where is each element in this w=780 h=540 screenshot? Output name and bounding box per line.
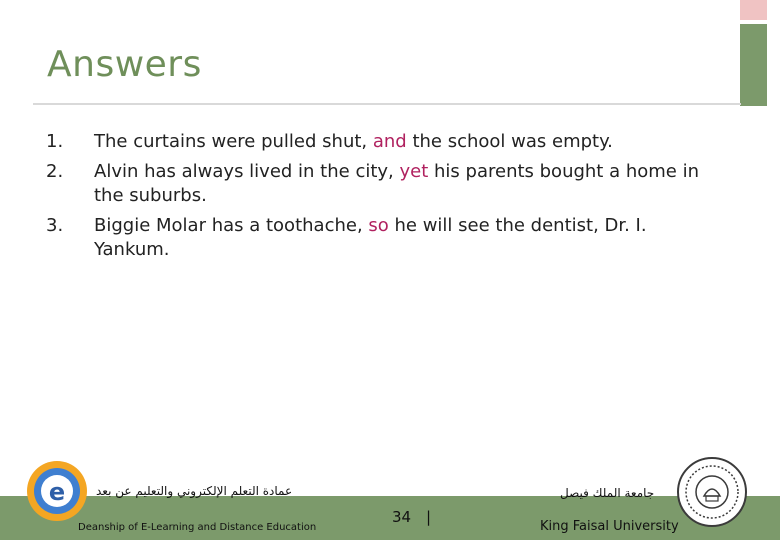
list-item (46, 214, 726, 262)
slide-title: Answers (47, 44, 202, 85)
item-text-after: the school was empty. (406, 131, 613, 152)
item-text (94, 214, 726, 262)
footer-university-arabic: جامعة الملك فيصل (560, 486, 655, 500)
item-number: 2. (46, 161, 64, 182)
page-separator: | (426, 508, 432, 526)
item-conjunction: yet (399, 161, 429, 182)
item-text-after: he will see the dentist, Dr. I. Yankum. (94, 215, 647, 260)
item-text-after: his parents bought a home in the suburbs. (94, 161, 699, 206)
item-text-before: The curtains were pulled shut, (94, 131, 373, 152)
item-number: 3. (46, 215, 64, 236)
list-item (46, 160, 726, 208)
title-divider (33, 103, 741, 105)
svg-text:e: e (48, 478, 66, 506)
answers-list (46, 130, 726, 268)
item-conjunction: and (372, 131, 407, 152)
item-text-before: Alvin has always lived in the city, (94, 161, 400, 182)
page-number: 34 (392, 508, 412, 526)
item-conjunction: so (368, 215, 389, 236)
item-number: 1. (46, 131, 64, 152)
item-text (94, 160, 726, 208)
footer-deanship-arabic: عمادة التعلم الإلكتروني والتعليم عن بعد (96, 484, 293, 498)
item-text-before: Biggie Molar has a toothache, (94, 215, 369, 236)
university-seal-icon (676, 456, 748, 528)
item-text (94, 130, 726, 154)
footer-deanship-english: Deanship of E-Learning and Distance Education (78, 522, 317, 533)
list-item (46, 130, 726, 154)
top-accent-green (740, 24, 767, 106)
top-accent-pink (740, 0, 767, 20)
footer-university-english: King Faisal University (540, 519, 679, 534)
e-learning-logo-icon (24, 458, 90, 524)
